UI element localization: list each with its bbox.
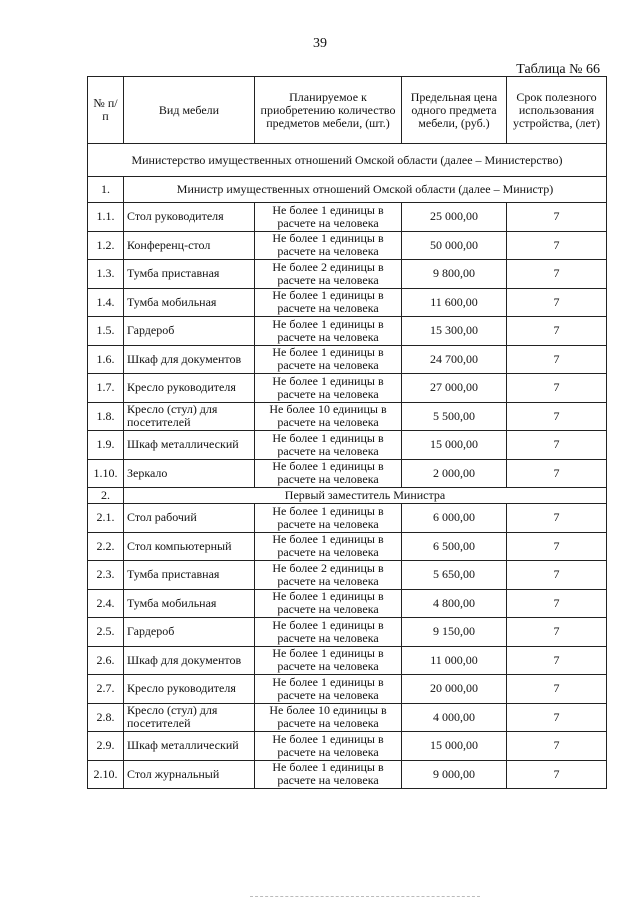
price-limit: 4 800,00 [402, 589, 507, 618]
furniture-name: Стол компьютерный [124, 532, 255, 561]
price-limit: 6 000,00 [402, 504, 507, 533]
group-row [88, 488, 607, 504]
table-row [88, 260, 607, 289]
furniture-name: Тумба мобильная [124, 589, 255, 618]
page-number: 39 [313, 36, 327, 51]
service-life: 7 [507, 703, 607, 732]
quantity-limit: Не более 1 единицы в расчете на человека [255, 459, 402, 488]
table-row [88, 532, 607, 561]
table-row [88, 732, 607, 761]
service-life: 7 [507, 646, 607, 675]
quantity-limit: Не более 1 единицы в расчете на человека [255, 532, 402, 561]
quantity-limit: Не более 10 единицы в расчете на человека [255, 703, 402, 732]
row-number: 2.8. [88, 703, 124, 732]
price-limit: 9 800,00 [402, 260, 507, 289]
row-number: 2.1. [88, 504, 124, 533]
row-number: 1.2. [88, 231, 124, 260]
quantity-limit: Не более 1 единицы в расчете на человека [255, 288, 402, 317]
row-number: 2.9. [88, 732, 124, 761]
section-title: Министерство имущественных отношений Омской области (далее – Министерство) [88, 144, 607, 177]
service-life: 7 [507, 589, 607, 618]
service-life: 7 [507, 532, 607, 561]
row-number: 1.9. [88, 431, 124, 460]
quantity-limit: Не более 1 единицы в расчете на человека [255, 345, 402, 374]
table-row [88, 561, 607, 590]
table-row [88, 288, 607, 317]
quantity-limit: Не более 1 единицы в расчете на человека [255, 732, 402, 761]
furniture-name: Шкаф для документов [124, 345, 255, 374]
furniture-name: Стол руководителя [124, 203, 255, 232]
table-row [88, 374, 607, 403]
row-number: 2.5. [88, 618, 124, 647]
group-title: Министр имущественных отношений Омской области (далее – Министр) [124, 177, 607, 203]
service-life: 7 [507, 374, 607, 403]
table-header-row [88, 77, 607, 144]
furniture-table [87, 76, 607, 789]
price-limit: 9 000,00 [402, 760, 507, 789]
quantity-limit: Не более 1 единицы в расчете на человека [255, 646, 402, 675]
service-life: 7 [507, 504, 607, 533]
header-price: Предельная цена одного предмета мебели, (руб.) [402, 77, 507, 144]
row-number: 1.6. [88, 345, 124, 374]
price-limit: 2 000,00 [402, 459, 507, 488]
row-number: 1.10. [88, 459, 124, 488]
service-life: 7 [507, 345, 607, 374]
section-row [88, 144, 607, 177]
table-caption: Таблица № 66 [516, 62, 600, 77]
header-name: Вид мебели [124, 77, 255, 144]
furniture-name: Тумба мобильная [124, 288, 255, 317]
group-title: Первый заместитель Министра [124, 488, 607, 504]
table-row [88, 618, 607, 647]
header-qty: Планируемое к приобретению количество предметов мебели, (шт.) [255, 77, 402, 144]
quantity-limit: Не более 1 единицы в расчете на человека [255, 203, 402, 232]
price-limit: 15 000,00 [402, 431, 507, 460]
price-limit: 27 000,00 [402, 374, 507, 403]
quantity-limit: Не более 1 единицы в расчете на человека [255, 618, 402, 647]
service-life: 7 [507, 203, 607, 232]
row-number: 1.7. [88, 374, 124, 403]
scan-artifact [250, 896, 480, 899]
service-life: 7 [507, 732, 607, 761]
price-limit: 6 500,00 [402, 532, 507, 561]
furniture-name: Гардероб [124, 317, 255, 346]
group-number: 2. [88, 488, 124, 504]
row-number: 2.6. [88, 646, 124, 675]
service-life: 7 [507, 459, 607, 488]
row-number: 1.4. [88, 288, 124, 317]
quantity-limit: Не более 1 единицы в расчете на человека [255, 431, 402, 460]
table-row [88, 760, 607, 789]
service-life: 7 [507, 317, 607, 346]
quantity-limit: Не более 1 единицы в расчете на человека [255, 231, 402, 260]
furniture-name: Стол рабочий [124, 504, 255, 533]
quantity-limit: Не более 1 единицы в расчете на человека [255, 760, 402, 789]
furniture-name: Конференц-стол [124, 231, 255, 260]
table-row [88, 646, 607, 675]
furniture-name: Тумба приставная [124, 260, 255, 289]
table-row [88, 345, 607, 374]
row-number: 1.8. [88, 402, 124, 431]
quantity-limit: Не более 2 единицы в расчете на человека [255, 260, 402, 289]
quantity-limit: Не более 10 единицы в расчете на человека [255, 402, 402, 431]
service-life: 7 [507, 288, 607, 317]
price-limit: 9 150,00 [402, 618, 507, 647]
quantity-limit: Не более 2 единицы в расчете на человека [255, 561, 402, 590]
price-limit: 11 000,00 [402, 646, 507, 675]
price-limit: 15 300,00 [402, 317, 507, 346]
row-number: 1.3. [88, 260, 124, 289]
table-body [88, 144, 607, 789]
furniture-name: Шкаф металлический [124, 431, 255, 460]
furniture-name: Кресло (стул) для посетителей [124, 703, 255, 732]
quantity-limit: Не более 1 единицы в расчете на человека [255, 675, 402, 704]
furniture-name: Тумба приставная [124, 561, 255, 590]
row-number: 2.7. [88, 675, 124, 704]
group-row [88, 177, 607, 203]
table-row [88, 589, 607, 618]
furniture-name: Стол журнальный [124, 760, 255, 789]
price-limit: 50 000,00 [402, 231, 507, 260]
service-life: 7 [507, 402, 607, 431]
table-row [88, 231, 607, 260]
row-number: 2.2. [88, 532, 124, 561]
furniture-name: Зеркало [124, 459, 255, 488]
row-number: 2.3. [88, 561, 124, 590]
row-number: 1.5. [88, 317, 124, 346]
quantity-limit: Не более 1 единицы в расчете на человека [255, 589, 402, 618]
table-row [88, 703, 607, 732]
table-row [88, 402, 607, 431]
row-number: 1.1. [88, 203, 124, 232]
quantity-limit: Не более 1 единицы в расчете на человека [255, 504, 402, 533]
price-limit: 15 000,00 [402, 732, 507, 761]
row-number: 2.10. [88, 760, 124, 789]
price-limit: 24 700,00 [402, 345, 507, 374]
furniture-name: Кресло руководителя [124, 374, 255, 403]
furniture-name: Гардероб [124, 618, 255, 647]
furniture-name: Шкаф для документов [124, 646, 255, 675]
table-row [88, 675, 607, 704]
table-row [88, 504, 607, 533]
row-number: 2.4. [88, 589, 124, 618]
price-limit: 5 650,00 [402, 561, 507, 590]
group-number: 1. [88, 177, 124, 203]
header-life: Срок полезного использования устройства, (лет) [507, 77, 607, 144]
service-life: 7 [507, 675, 607, 704]
price-limit: 4 000,00 [402, 703, 507, 732]
service-life: 7 [507, 561, 607, 590]
table-row [88, 431, 607, 460]
quantity-limit: Не более 1 единицы в расчете на человека [255, 374, 402, 403]
price-limit: 5 500,00 [402, 402, 507, 431]
table-row [88, 203, 607, 232]
furniture-name: Кресло руководителя [124, 675, 255, 704]
quantity-limit: Не более 1 единицы в расчете на человека [255, 317, 402, 346]
service-life: 7 [507, 260, 607, 289]
table-row [88, 317, 607, 346]
service-life: 7 [507, 431, 607, 460]
service-life: 7 [507, 618, 607, 647]
price-limit: 20 000,00 [402, 675, 507, 704]
service-life: 7 [507, 231, 607, 260]
price-limit: 11 600,00 [402, 288, 507, 317]
price-limit: 25 000,00 [402, 203, 507, 232]
service-life: 7 [507, 760, 607, 789]
table-row [88, 459, 607, 488]
furniture-name: Кресло (стул) для посетителей [124, 402, 255, 431]
furniture-name: Шкаф металлический [124, 732, 255, 761]
header-no: № п/п [88, 77, 124, 144]
